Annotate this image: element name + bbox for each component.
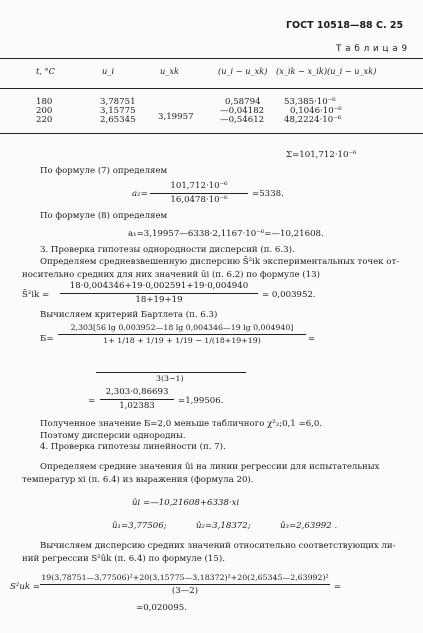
b2-eq: = (88, 396, 96, 406)
a2-fraction (150, 181, 248, 205)
cell-t: 200 (36, 106, 53, 116)
bartlett-denominator-sum: 1/18 + 1/19 + 1/19 − 1/(18+19+19) (117, 335, 261, 345)
col-header-ui: u_i (102, 66, 114, 76)
b-lhs: Б= (40, 334, 54, 344)
s2-eq: = (334, 582, 342, 592)
s2-denominator: (3—2) (171, 585, 199, 596)
paragraph: Поэтому дисперсии однородны. (40, 431, 186, 441)
cell-ui: 3,78751 (100, 97, 136, 107)
b2-numerator: 2,303·0,86693 (105, 387, 169, 397)
col-header-prod: (x_ik − x_ik)(u_i − u_xk) (276, 66, 377, 76)
cell-uxk: 3,19957 (158, 112, 194, 122)
a1-equation: a₁=3,19957—6338·2,1167·10⁻⁶=—10,21608. (128, 229, 324, 239)
sum-value: Σ=101,712·10⁻⁶ (286, 150, 357, 160)
bartlett-denominator (58, 336, 306, 346)
bartlett-fraction (58, 323, 306, 345)
u3-value: û₃=2,63992 . (280, 521, 338, 531)
sik-result: = 0,003952. (262, 290, 316, 300)
u2-value: û₂=3,18372; (196, 521, 251, 531)
cell-t: 220 (36, 115, 53, 125)
b2-fraction (100, 387, 174, 411)
paragraph: Полученное значение Б=2,0 меньше табличного χ²₂;0,1 =6,0. (40, 419, 323, 429)
cell-diff: —0,54612 (220, 115, 265, 125)
col-header-diff: (u_i − u_xk) (218, 66, 268, 76)
sik-fraction (60, 281, 258, 305)
table-header-rule (0, 88, 423, 89)
cell-prod: 48,2224·10⁻⁶ (284, 115, 342, 125)
bartlett-numerator: 2,303[56 lg 0,003952—18 lg 0,004346—19 lg 0,004940] (70, 323, 294, 332)
paragraph: температур xi (п. 6.4) из выражения (формула 20). (22, 475, 254, 485)
paragraph: По формуле (8) определяем (40, 211, 168, 221)
cell-t: 180 (36, 97, 53, 107)
cell-prod: 0,1046·10⁻⁶ (290, 106, 342, 116)
paragraph: Вычисляем дисперсию средних значений относительно соответствующих ли- (40, 541, 396, 551)
paragraph: Вычисляем критерий Бартлета (п. 6.3) (40, 310, 218, 320)
cell-diff: 0,58794 (225, 97, 261, 107)
page-header: ГОСТ 10518—88 С. 25 (286, 20, 404, 31)
s2-fraction (40, 573, 330, 596)
sik-numerator: 18·0,004346+19·0,002591+19·0,004940 (69, 281, 249, 291)
section-heading: 4. Проверка гипотезы линейности (п. 7). (40, 442, 226, 452)
cell-ui: 2,65345 (100, 115, 136, 125)
bartlett-inner-bar (96, 372, 246, 373)
b2-result: =1,99506. (178, 396, 224, 406)
paragraph: ний регрессии S²ûk (п. 6.4) по формуле (15). (22, 554, 225, 564)
cell-diff: —0,04182 (220, 106, 265, 116)
a2-result: =5338. (252, 189, 284, 199)
table-top-rule (0, 58, 423, 59)
u1-value: û₁=3,77506; (112, 521, 167, 531)
paragraph: Определяем средние значения ûi на линии регрессии для испытательных (40, 462, 380, 472)
col-header-t: t, °C (36, 66, 55, 76)
paragraph: По формуле (7) определяем (40, 166, 168, 176)
cell-prod: 53,385·10⁻⁶ (284, 97, 336, 107)
cell-ui: 3,15775 (100, 106, 136, 116)
sik-lhs: S̄²ik = (22, 290, 50, 300)
s2-lhs: S²uk = (10, 582, 41, 592)
a2-denominator: 16,0478·10⁻⁶ (170, 194, 228, 205)
sik-denominator: 18+19+19 (135, 294, 183, 305)
bartlett-denominator-one: 1+ (103, 335, 115, 345)
paragraph: Определяем средневзвешенную дисперсию S̄²ik экспериментальных точек от- (40, 257, 400, 267)
a2-numerator: 101,712·10⁻⁶ (170, 181, 228, 191)
col-header-uxk: u_xk (160, 66, 179, 76)
table-caption: Т а б л и ц а 9 (336, 44, 408, 54)
bartlett-inner-den: 3(3−1) (156, 374, 184, 383)
regression-eq: ûi =—10,21608+6338·xi (132, 498, 240, 508)
paragraph: носительно средних для них значений ūi (п. 6.2) по формуле (13) (22, 270, 320, 280)
s2-numerator: 19(3,78751—3,77506)²+20(3,15775—3,18372)²+20(2,65345—2,63992)² (41, 573, 329, 582)
section-heading: 3. Проверка гипотезы однородности дисперсий (п. 6.3). (40, 245, 295, 255)
a2-lhs: a₂= (132, 189, 148, 199)
bartlett-eq: = (308, 334, 316, 344)
s2-result: =0,020095. (136, 603, 187, 613)
b2-denominator: 1,02383 (119, 400, 155, 411)
table-bottom-rule (0, 133, 423, 134)
